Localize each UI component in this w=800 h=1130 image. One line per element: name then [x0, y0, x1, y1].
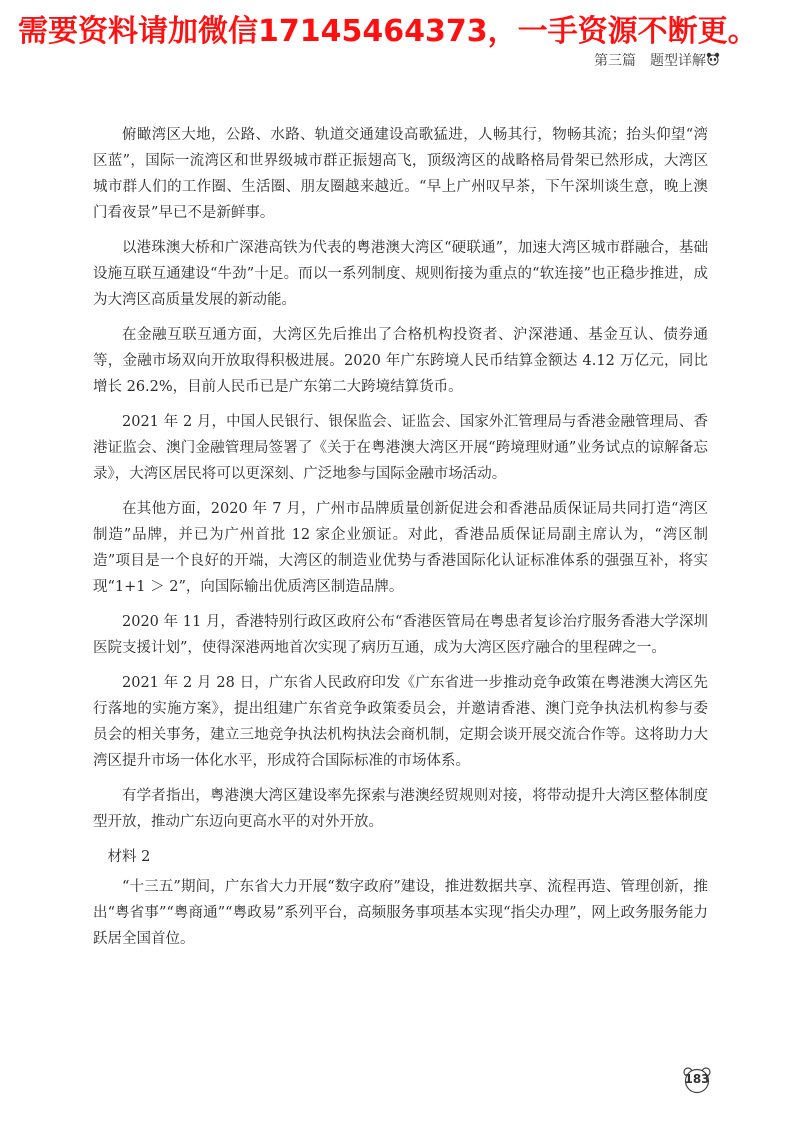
panda-icon — [706, 52, 720, 66]
paragraph-8: 有学者指出，粤港澳大湾区建设率先探索与港澳经贸规则对接，将带动提升大湾区整体制度型开放，推动广东迈向更高水平的对外开放。 — [93, 788, 708, 830]
paragraph-7: 2021 年 2 月 28 日，广东省人民政府印发《广东省进一步推动竞争政策在粤港澳大湾区先行落地的实施方案》，提出组建广东省竞争政策委员会，并邀请香港、澳门竞争执法机构参与委员会的相关事务，建立三地竞争执法机构执法会商机制，定期会谈开展交流合作等。这将助力大湾区提升市场一体化水平，形成符合国际标准的市场体系。 — [93, 675, 708, 769]
paragraph-3: 在金融互联互通方面，大湾区先后推出了合格机构投资者、沪深港通、基金互认、债券通等，金融市场双向开放取得积极进展。2020 年广东跨境人民币结算金额达 4.12 万亿元，同比增长 26.2%，目前人民币已是广东第二大跨境结算货币。 — [93, 327, 708, 395]
paragraph-2: 以港珠澳大桥和广深港高铁为代表的粤港澳大湾区“硬联通”，加速大湾区城市群融合，基础设施互联互通建设“牛劲”十足。而以一系列制度、规则衔接为重点的“软连接”也正稳步推进，成为大湾区高质量发展的新动能。 — [93, 240, 708, 308]
paragraph-1: 俯瞰湾区大地，公路、水路、轨道交通建设高歌猛进，人畅其行，物畅其流；抬头仰望“湾区蓝”，国际一流湾区和世界级城市群正振翅高飞，顶级湾区的战略格局骨架已然形成，大湾区城市群人们的工作圈、生活圈、朋友圈越来越近。“早上广州叹早茶，下午深圳谈生意，晚上澳门看夜景”早已不是新鲜事。 — [93, 127, 708, 221]
promo-banner: 需要资料请加微信17145464373，一手资源不断更。 — [18, 14, 758, 49]
page-number-badge — [682, 1066, 712, 1094]
material-label: 材料 2 — [107, 849, 151, 865]
running-header: 第三篇 题型详解 — [594, 53, 706, 69]
material-paragraph: “十三五”期间，广东省大力开展“数字政府”建设，推进数据共享、流程再造、管理创新，推出“粤省事”“粤商通”“粤政易”系列平台，高频服务事项基本实现“指尖办理”，网上政务服务能力跃居全国首位。 — [93, 879, 708, 947]
paragraph-6: 2020 年 11 月，香港特别行政区政府公布“香港医管局在粤患者复诊治疗服务香港大学深圳医院支援计划”，使得深港两地首次实现了病历互通，成为大湾区医疗融合的里程碑之一。 — [93, 614, 708, 656]
article-body — [93, 122, 708, 961]
paragraph-4: 2021 年 2 月，中国人民银行、银保监会、证监会、国家外汇管理局与香港金融管理局、香港证监会、澳门金融管理局签署了《关于在粤港澳大湾区开展“跨境理财通”业务试点的谅解备忘录》，大湾区居民将可以更深刻、广泛地参与国际金融市场活动。 — [93, 414, 708, 482]
page-number: 183 — [684, 1072, 710, 1086]
paragraph-5: 在其他方面，2020 年 7 月，广州市品牌质量创新促进会和香港品质保证局共同打造“湾区制造”品牌，并已为广州首批 12 家企业颁证。对此，香港品质保证局副主席认为，“湾区制造”项目是一个良好的开端，大湾区的制造业优势与香港国际化认证标准体系的强强互补，将实现“1+1 ＞ 2”，向国际输出优质湾区制造品牌。 — [93, 501, 708, 595]
